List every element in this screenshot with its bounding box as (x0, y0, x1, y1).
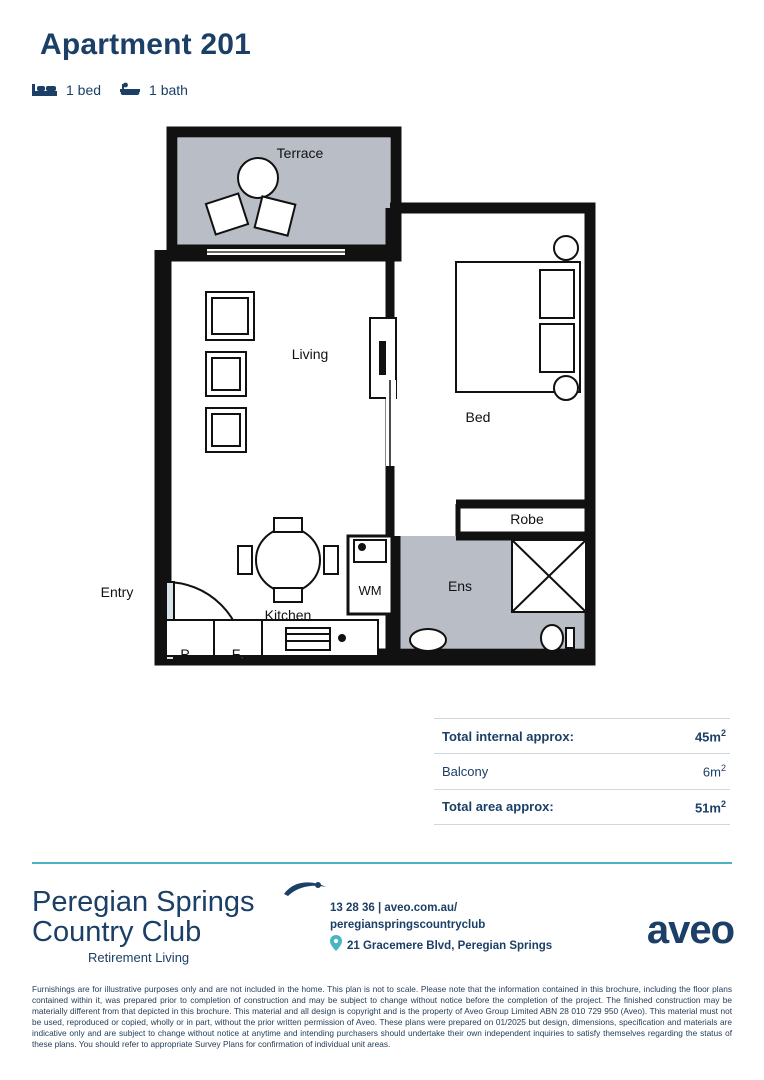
area-label: Balcony (442, 763, 489, 779)
brand-tagline: Retirement Living (88, 950, 190, 966)
bath-icon (119, 82, 141, 98)
area-row (434, 718, 730, 754)
area-label: Total area approx: (442, 799, 554, 815)
area-label: Total internal approx: (442, 728, 574, 744)
area-row (434, 790, 730, 825)
room-label-terrace: Terrace (276, 145, 324, 161)
brand-block (32, 888, 254, 964)
bed-icon (32, 82, 58, 98)
contact-phone-web[interactable]: 13 28 36 | aveo.com.au/ (330, 902, 458, 914)
floorplan (0, 120, 764, 700)
disclaimer-text: Furnishings are for illustrative purposes only and are not included in the home. This plan is not to scale. Please note that the information contained in this brochure, including the floor plans contained within it, was prepared prior to completion of construction and may be subject to change without notice before the completion of the project. The finished construction may be materially different from that depicted in this brochure. This material and all design is copyright and is the property of Aveo Group Limited ABN 28 010 729 950 (Aveo). This material must not be used, reproduced or copied, wholly or in part, without the prior written permission of Aveo. These plans were prepared on 01/2025 but design, dimensions, specification and materials are indicative only and are subject to change without notice at anytime and intending purchasers should undertake their own independent inquiries to satisfy themselves regarding the status of these plans. You should refer to appropriate Survey Plans for confirmation of individual unit areas. (32, 984, 732, 1049)
area-row (434, 754, 730, 789)
brand-line-1: Peregian Springs (32, 886, 255, 918)
areas-table (434, 718, 730, 825)
room-label-ens: Ens (447, 578, 473, 594)
room-label-kitchen: Kitchen (264, 607, 312, 623)
contact-web-path[interactable]: peregianspringscountryclub (330, 918, 486, 931)
area-value: $6m^2$ (702, 763, 726, 780)
area-value: $51m^2$ (694, 798, 726, 815)
contact-address-row (330, 935, 552, 957)
spec-bath (119, 82, 188, 98)
contact-address: 21 Gracemere Blvd, Peregian Springs (347, 939, 553, 952)
spec-list (32, 82, 188, 98)
room-label-p: P (180, 646, 190, 662)
room-label-f: F (231, 646, 241, 662)
contact-block (330, 900, 552, 957)
spec-bed-label: 1 bed (66, 82, 102, 98)
footer-divider (32, 862, 732, 864)
room-label-living: Living (291, 346, 329, 362)
wave-logo-icon (282, 878, 328, 904)
room-label-wm: WM (358, 583, 382, 598)
aveo-logo: aveo (646, 908, 734, 952)
spec-bath-label: 1 bath (149, 82, 188, 98)
page-title: Apartment 201 (40, 28, 252, 61)
brand-line-2: Country Club (32, 915, 202, 948)
room-label-bed: Bed (465, 409, 491, 425)
room-label-entry: Entry (100, 584, 134, 600)
spec-bed (32, 82, 101, 98)
room-label-robe: Robe (510, 511, 544, 527)
area-value: $45m^2$ (694, 728, 726, 745)
location-pin-icon (330, 935, 342, 957)
